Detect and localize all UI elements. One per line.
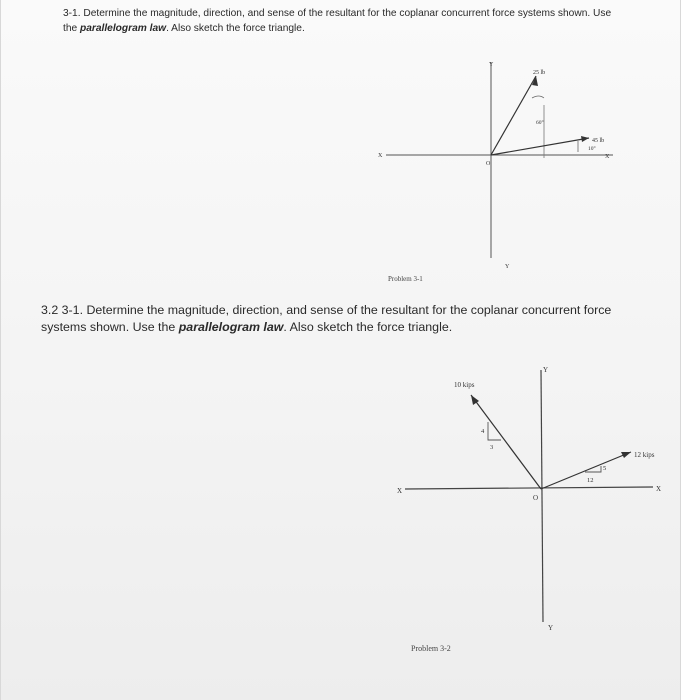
p2-y-axis — [541, 370, 543, 622]
p2-label-slope-a-rise: 4 — [481, 428, 485, 435]
p1-label-x-left: X — [378, 153, 383, 159]
problem-1-text-after: . Also sketch the force triangle. — [166, 23, 305, 34]
p2-x-axis — [405, 487, 653, 489]
p2-label-slope-b-run: 12 — [587, 477, 594, 484]
problem-2-caption: Problem 3-2 — [411, 644, 451, 653]
problem-2-emphasis: parallelogram law — [178, 320, 284, 334]
p2-label-x-right: X — [656, 485, 662, 493]
p1-label-angle-b: 10° — [588, 146, 596, 152]
p2-label-x-left: X — [397, 487, 403, 495]
p2-slope-a-triangle — [488, 422, 501, 440]
problem-2-text-after: . Also sketch the force triangle. — [283, 320, 453, 334]
p2-force-a-line — [471, 395, 541, 489]
problem-2-text-before: 3.2 3-1. Determine the magnitude, direction, and sense of the resultant for the coplanar concurrent force systems shown. Use the — [41, 303, 612, 334]
p2-label-force-a: 10 kips — [454, 381, 475, 389]
p2-force-b-arrowhead — [621, 452, 631, 458]
p1-label-angle-a: 60° — [536, 120, 544, 126]
p2-label-origin: O — [533, 494, 539, 502]
p1-label-x-right: X — [605, 154, 610, 160]
p2-label-y-bottom: Y — [548, 624, 554, 632]
p1-label-y-top: Y — [489, 62, 494, 68]
p1-label-y-bottom: Y — [505, 264, 510, 270]
p2-label-slope-a-run: 3 — [490, 444, 494, 451]
problem-1-text-before: 3-1. Determine the magnitude, direction, and sense of the resultant for the coplanar concurrent force systems shown. Use the — [63, 8, 612, 34]
p1-label-origin: O — [486, 161, 491, 167]
problem-1-caption: Problem 3-1 — [388, 275, 423, 283]
p1-label-force-a: 25 lb — [533, 70, 546, 76]
p2-force-b-line — [541, 452, 631, 489]
problem-2-diagram — [1, 0, 681, 700]
problem-1-emphasis: parallelogram law — [80, 23, 167, 34]
p1-label-force-b: 45 lb — [592, 138, 605, 144]
p2-label-force-b: 12 kips — [634, 451, 655, 459]
p2-label-slope-b-rise: 5 — [603, 465, 607, 472]
p2-label-y-top: Y — [543, 366, 549, 374]
p2-slope-b-triangle — [585, 466, 601, 472]
